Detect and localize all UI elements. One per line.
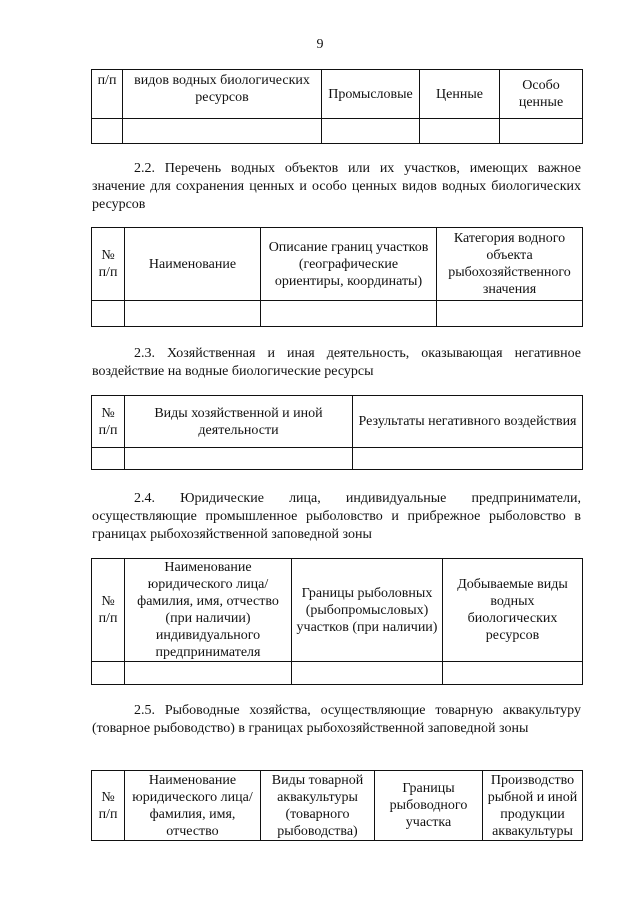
empty-cell — [500, 119, 583, 144]
header-cell: Промысловые — [322, 70, 420, 119]
section-2-3-text: 2.3. Хозяйственная и иная деятельность, оказывающая негативное воздействие на водные биологические ресурсы — [92, 346, 581, 379]
empty-cell — [353, 448, 583, 470]
header-cell: Описание границ участков (географические ориентиры, координаты) — [261, 228, 437, 301]
header-cell: Границы рыбоводного участка — [375, 771, 483, 841]
header-cell: Наименование юридического лица/ фамилия, имя, отчество — [125, 771, 261, 841]
legal-entities-table — [91, 558, 583, 685]
header-cell: Добываемые виды водных биологических ресурсов — [443, 559, 583, 662]
header-cell: п/п — [92, 70, 123, 119]
header-cell: Категория водного объекта рыбохозяйственного значения — [437, 228, 583, 301]
empty-cell — [437, 301, 583, 327]
header-cell: № п/п — [92, 559, 125, 662]
header-cell: Результаты негативного воздействия — [353, 396, 583, 448]
header-cell: Виды хозяйственной и иной деятельности — [125, 396, 353, 448]
species-table — [91, 69, 583, 144]
section-2-5-text: 2.5. Рыбоводные хозяйства, осуществляющие товарную аквакультуру (товарное рыбоводство) в границах рыбохозяйственной заповедной зоны — [92, 703, 581, 736]
empty-cell — [125, 448, 353, 470]
section-2-4-text: 2.4. Юридические лица, индивидуальные предприниматели, осуществляющие промышленное рыболовство и прибрежное рыболовство в границах рыбохозяйственной заповедной зоны — [92, 491, 581, 542]
empty-cell — [123, 119, 322, 144]
empty-cell — [92, 662, 125, 685]
fish-farms-table — [91, 770, 583, 841]
empty-cell — [92, 301, 125, 327]
empty-cell — [92, 448, 125, 470]
empty-cell — [125, 301, 261, 327]
section-2-2-text: 2.2. Перечень водных объектов или их участков, имеющих важное значение для сохранения ценных и особо ценных видов водных биологических ресурсов — [92, 161, 581, 212]
header-cell: Наименование — [125, 228, 261, 301]
header-cell: № п/п — [92, 228, 125, 301]
header-cell: № п/п — [92, 771, 125, 841]
header-cell: видов водных биологических ресурсов — [123, 70, 322, 119]
page-number: 9 — [316, 37, 324, 52]
header-cell: № п/п — [92, 396, 125, 448]
header-cell: Особо ценные — [500, 70, 583, 119]
header-cell: Виды товарной аквакультуры (товарного рыбоводства) — [261, 771, 375, 841]
header-cell: Границы рыболовных (рыбопромысловых) участков (при наличии) — [292, 559, 443, 662]
empty-cell — [443, 662, 583, 685]
header-cell: Производство рыбной и иной продукции аквакультуры — [483, 771, 583, 841]
header-cell: Ценные — [420, 70, 500, 119]
empty-cell — [261, 301, 437, 327]
empty-cell — [322, 119, 420, 144]
water-objects-table — [91, 227, 583, 327]
empty-cell — [292, 662, 443, 685]
empty-cell — [125, 662, 292, 685]
header-cell: Наименование юридического лица/ фамилия, имя, отчество (при наличии) индивидуального предпринимателя — [125, 559, 292, 662]
activities-table — [91, 395, 583, 470]
empty-cell — [420, 119, 500, 144]
empty-cell — [92, 119, 123, 144]
